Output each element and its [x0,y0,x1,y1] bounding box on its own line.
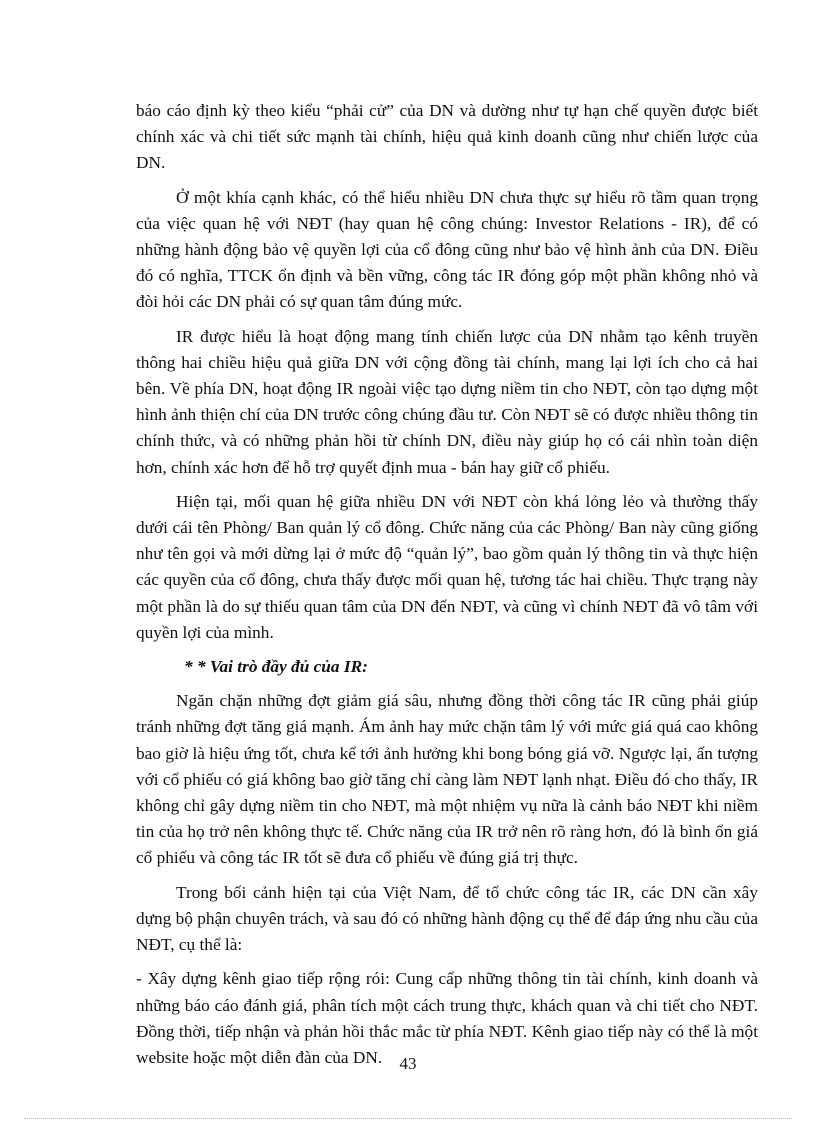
page-number: 43 [399,1054,417,1073]
paragraph-price-stabilization: Ngăn chặn những đợt giảm giá sâu, nhưng đồng thời công tác IR cũng phải giúp tránh những đợt tăng giá mạnh. Ám ảnh hay mức chặn tâm lý với mức giá quá cao không bao giờ là hiệu ứng tốt, chưa kể tới ảnh hưởng khi bong bóng giá vỡ. Ngược lại, ấn tượng với cổ phiếu có giá không bao giờ tăng chỉ càng làm NĐT lạnh nhạt. Điều đó cho thấy, IR không chỉ gây dựng niềm tin cho NĐT, mà một nhiệm vụ nữa là cảnh báo NĐT khi niềm tin của họ trở nên không thực tế. Chức năng của IR trở nên rõ ràng hơn, đó là bình ổn giá cổ phiếu và công tác IR tốt sẽ đưa cổ phiếu về đúng giá trị thực. [136,691,759,868]
paragraph-continuation: báo cáo định kỳ theo kiểu “phải cử” của DN và dường như tự hạn chế quyền được biết chính xác và chi tiết sức mạnh tài chính, hiệu quả kinh doanh cũng như chiến lược của DN. [136,101,758,173]
section-heading-ir-role: * * Vai trò đầy đủ của IR: [184,657,368,677]
paragraph-ir-importance: Ở một khía cạnh khác, có thể hiểu nhiều DN chưa thực sự hiểu rõ tầm quan trọng của việc quan hệ với NĐT (hay quan hệ công chúng: Investor Relations - IR), để có những hành động bảo vệ quyền lợi của cổ đông cũng như bảo vệ hình ảnh của DN. Điều đó có nghĩa, TTCK ổn định và bền vững, công tác IR đóng góp một phần không nhỏ và đòi hỏi các DN phải có sự quan tâm đúng mức. [136,187,758,312]
paragraph-current-situation: Hiện tại, mối quan hệ giữa nhiều DN với NĐT còn khá lỏng lẻo và thường thấy dưới cái tên Phòng/ Ban quản lý cổ đông. Chức năng của các Phòng/ Ban này cũng giống như tên gọi và mới dừng lại ở mức độ “quản lý”, bao gồm quản lý thông tin và thực hiện các quyền của cổ đông, chưa thấy được mối quan hệ, tương tác hai chiều. Thực trạng này một phần là do sự thiếu quan tâm của DN đến NĐT, và cũng vì chính NĐT đã vô tâm với quyền lợi của mình. [136,491,758,642]
paragraph-vietnam-context: Trong bối cảnh hiện tại của Việt Nam, để tổ chức công tác IR, các DN cần xây dựng bộ phận chuyên trách, và sau đó có những hành động cụ thể để đáp ứng nhu cầu của NĐT, cụ thể là: [136,882,758,955]
paragraph-ir-definition: IR được hiểu là hoạt động mang tính chiến lược của DN nhằm tạo kênh truyền thông hai chiều hiệu quả giữa DN với cộng đồng tài chính, mang lại lợi ích cho cả hai bên. Về phía DN, hoạt động IR ngoài việc tạo dựng niềm tin cho NĐT, còn tạo dựng một hình ảnh thiện chí của DN trước công chúng đầu tư. Còn NĐT sẽ có được nhiều thông tin chính thức, và có những phản hồi từ chính DN, điều này giúp họ có cái nhìn toàn diện hơn, chính xác hơn để hỗ trợ quyết định mua - bán hay giữ cổ phiếu. [136,326,758,477]
page-bottom-divider [24,1118,792,1119]
page-body [136,98,758,1079]
paragraph-communication-channel: - Xây dựng kênh giao tiếp rộng rói: Cung cấp những thông tin tài chính, kinh doanh và những báo cáo đánh giá, phân tích một cách trung thực, khách quan và chi tiết cho NĐT. Đồng thời, tiếp nhận và phản hồi thắc mắc từ phía NĐT. Kênh giao tiếp này có thể là một website hoặc một diễn đàn của DN. [136,969,758,1067]
